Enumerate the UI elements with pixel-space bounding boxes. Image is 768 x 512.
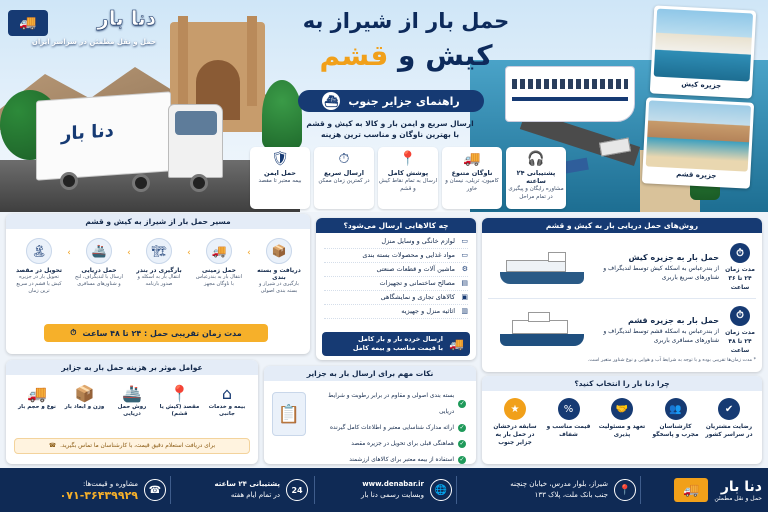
handshake-icon: 🤝 [611,398,633,420]
ferry-windows [512,79,628,89]
ferry-image [505,66,635,122]
port-icon: 🏗 [146,238,172,264]
sea-heading: روش‌های حمل دریایی بار به کیش و قشم [482,218,762,233]
minaret-left [178,16,188,106]
footer-brand-name: دنا بار [720,478,762,495]
duration-text: مدت زمان تقریبی حمل : ۲۴ تا ۴۸ ساعت [82,328,242,338]
ship-icon: 🚢 [86,238,112,264]
photo-kish [650,5,756,98]
step-desc: تحویل بار در جزیره کیش یا قشم در سریع ترین زمان [16,274,62,294]
brand-logo[interactable] [6,6,156,56]
duration-box [724,243,756,292]
hero-banner [0,0,768,212]
duration-badge [44,324,268,342]
arrow-left-icon: ‹ [187,248,191,258]
location-icon: 📍 [399,151,417,167]
note-text: برای دریافت استعلام دقیق قیمت، با کارشناسان ما تماس بگیرید. [60,443,216,449]
sea-route-list [482,233,762,365]
truck-logo-icon: 🚚 [8,10,48,36]
tip-item [316,420,466,436]
footer-brand[interactable] [648,474,762,506]
support-title: پشتیبانی ۲۴ ساعته [214,480,280,488]
truck-wheel [60,172,78,190]
hull [500,334,584,346]
cta-line1: ارسال خرده بار و بار کامل [358,335,444,343]
box-icon: 📦 [266,238,292,264]
support-text [215,479,281,501]
check-icon: ✓ [459,400,465,407]
goods-item [324,277,468,291]
truck-icon: 🚚 [449,337,464,351]
item-icon: ▣ [461,293,468,301]
item-text: کالاهای تجاری و نمایشگاهی [380,293,455,301]
why-item [704,398,754,447]
factor-item [111,384,153,418]
percent-icon: % [558,398,580,420]
shield-icon: 🛡 [271,151,289,167]
headset-icon: 🎧 [527,151,545,167]
truck-cab [168,104,223,178]
tip-text: بسته بندی اصولی و مقاوم در برابر رطوبت و شرایط دریایی [328,393,455,415]
item-text: مواد غذایی و محصولات بسته بندی [362,251,455,259]
tip-item [316,436,466,452]
clock-icon: ⏱ [730,306,750,326]
step-desc: انتقال بار به بندرعباس با ناوگان مجهز [195,274,243,287]
route-steps [14,238,304,318]
footer-tagline: حمل و نقل مطمئن [714,494,762,502]
footer-phone[interactable] [8,474,166,506]
truck-windshield [175,111,217,135]
duration-label: مدت زمان [725,328,755,336]
goods-item [324,263,468,277]
factor-item [159,384,201,418]
check-icon: ✓ [459,440,465,447]
factor-item [16,384,58,418]
factor-item [64,384,106,418]
why-item [490,398,540,447]
factor-label: نوع و حجم بار [18,404,56,410]
website-url[interactable]: www.denabar.ir [362,480,424,488]
truck-wheel [132,174,150,192]
goods-item [324,249,468,263]
duration-value: ۲۴ تا ۳۶ ساعت [728,275,752,291]
tips-card [264,366,476,464]
bridge [548,252,566,262]
step-title: بارگیری در بندر [136,267,182,274]
guide-badge [298,90,484,112]
feature-fleet [442,147,502,209]
route-card [6,214,310,354]
clock-icon: ⏱ [730,243,750,263]
photo-qeshm [642,97,754,189]
team-icon: 👥 [665,398,687,420]
tip-text: هماهنگی قبلی برای تحویل در جزیره مقصد [351,441,454,447]
factors-card [6,360,258,464]
sea-routes-card [482,218,762,372]
arrow-left-icon: ‹ [127,248,131,258]
why-list [490,398,754,447]
item-icon: ⚙ [461,265,468,273]
cta-line2: با قیمت مناسب و بیمه کامل [352,344,444,352]
truck-logo-icon: 🚚 [674,478,708,502]
pin-icon: 📍 [169,384,190,403]
goods-item [324,305,468,319]
check-icon: ✓ [459,424,465,431]
address-line2: جنب بانک ملت، پلاک ۱۳۳ [534,491,608,499]
truck-icon: 🚚 [206,238,232,264]
why-item [597,398,647,447]
truck-icon: 🚚 [463,151,481,167]
feature-desc: بیمه معتبر تا مقصد [258,178,302,184]
location-icon: 📍 [614,479,636,501]
truck-brand-text: دنا بار [61,120,114,145]
truck-icon: 🚚 [27,384,47,403]
truck-trailer [36,91,171,180]
tip-item [316,388,466,420]
step-title: حمل دریایی [81,267,117,274]
goods-cta[interactable] [322,332,470,356]
step-title: حمل زمینی [201,267,236,274]
sea-note: * مدت زمان‌ها تقریبی بوده و با توجه به شرایط آب و هوایی و نوع شناور متغیر است. [587,358,756,363]
item-text: اثاثیه منزل و جهیزیه [401,307,455,315]
medal-icon: ★ [504,398,526,420]
cta-text [353,335,443,353]
clipboard-icon: 📋 [272,392,306,436]
why-heading: چرا دنا بار را انتخاب کنید؟ [482,376,762,391]
arrow-left-icon: ‹ [247,248,251,258]
route-step [194,238,244,288]
brand-name: دنا بار [97,6,156,30]
photo-qeshm-caption: جزیره قشم [676,169,717,181]
route-step [254,238,304,295]
route-desc: از بندرعباس به اسکله قشم توسط لندیگراف و شناورهای مسافری باربری [603,327,719,344]
ship-icon: 🚢 [122,384,142,403]
feature-title: ناوگان متنوع [451,169,493,177]
bridge [528,312,550,322]
website-text [361,479,424,501]
why-label: کارشناسان مجرب و پاسخگو [652,424,699,438]
brand-tagline: حمل و نقل مطمئن در سراسر ایران [31,38,156,46]
tip-text: استفاده از بیمه معتبر برای کالاهای ارزشمند [349,457,454,463]
item-icon: ▥ [461,307,468,315]
sea-route-kish [488,237,756,299]
duration-box [724,306,756,355]
phone-text [60,479,138,501]
step-title: تحویل در مقصد [15,267,63,274]
arrow-left-icon: ‹ [67,248,71,258]
tip-item [316,452,466,464]
footer-support [176,474,308,506]
item-text: لوازم خانگی و وسایل منزل [381,237,455,245]
item-text: ماشین آلات و قطعات صنعتی [376,265,455,273]
route-text [591,253,719,282]
route-step [14,238,64,295]
check-icon: ✔ [718,398,740,420]
footer-divider [456,476,457,504]
route-text [591,316,719,345]
footer-divider [170,476,171,504]
feature-title: حمل ایمن [264,169,296,177]
factor-label: مقصد (کیش یا قشم) [159,404,200,417]
why-label: سابقه درخشان در حمل بار به جزایر جنوب [493,424,537,446]
phone-icon: ☎ [48,443,57,449]
footer-divider [640,476,641,504]
phone-icon: ☎ [144,479,166,501]
island-icon: 🏝 [26,238,52,264]
clock-icon: ⏱ [338,151,350,167]
intro-line2: با بهترین ناوگان و مناسب ترین هزینه [320,130,460,139]
goods-card [316,218,476,360]
photo-kish-caption: جزیره کیش [681,79,722,90]
step-desc: بارگیری در شیراز و بسته بندی اصولی [258,281,299,294]
footer-website[interactable] [320,474,452,506]
footer-divider [314,476,315,504]
footer [0,468,768,512]
factors-note [14,438,250,454]
goods-item [324,235,468,249]
factors-heading: عوامل موثر بر هزینه حمل بار به جزایر [6,360,258,375]
feature-fast [314,147,374,209]
route-heading: مسیر حمل بار از شیراز به کیش و قشم [6,214,310,229]
factor-item [206,384,248,418]
tips-list [308,384,474,464]
feature-desc: ارسال به تمام نقاط کیش و قشم [378,178,438,192]
duration-label: مدت زمان [725,266,755,273]
ferry-stripe [512,97,628,101]
address-line1: شیراز، بلوار مدرس، خیابان چنچنه [510,480,608,488]
truck-wheel [190,174,208,192]
guide-label: راهنمای جزایر جنوب [348,94,460,108]
check-icon: ✓ [459,456,465,463]
factor-label: وزن و ابعاد بار [64,404,105,410]
shield-home-icon: ⌂ [221,384,233,403]
route-title: حمل بار به جزیره قشم [628,315,719,325]
step-desc: ارسال با لندیگراف، لنج و شناورهای مسافری [75,274,123,287]
route-desc: از بندرعباس به اسکله کیش توسط لندیگراف و شناورهای سریع باربری [603,265,719,281]
item-text: مصالح ساختمانی و تجهیزات [379,279,455,287]
feature-safe [250,147,310,209]
goods-list [316,233,476,323]
page-title-line2 [296,38,516,74]
phone-label: مشاوره و قیمت‌ها: [83,480,138,488]
goods-heading: چه کالاهایی ارسال می‌شود؟ [316,218,476,233]
route-step [134,238,184,288]
support-sub: در تمام ایام هفته [230,491,280,499]
why-label: رضایت مشتریان در سراسر کشور [705,424,753,438]
why-label: تعهد و مسئولیت پذیری [598,424,646,438]
feature-title: پوشش کامل [387,169,429,177]
support-24-icon: 24 [286,479,308,501]
title-word-kish: کیش و [398,39,493,72]
box-icon: 📦 [74,384,95,403]
feature-title: ارسال سریع [323,169,365,177]
deck [512,320,568,334]
clock-icon: ⏱ [70,328,77,337]
title-word-qeshm: قشم [319,39,389,72]
passenger-ship-image [498,310,586,350]
factor-label: روش حمل دریایی [117,404,147,417]
footer-brand-text [714,479,762,502]
page-title-line1: حمل بار از شیراز به [302,9,510,33]
tip-text: ارائه مدارک شناسایی معتبر و اطلاعات کامل گیرنده [329,425,454,431]
ship-icon: ⛴ [322,92,340,110]
route-title: حمل بار به جزیره کیش [628,253,719,262]
step-desc: انتقال بار به اسکله و صدور بارنامه [137,274,181,287]
intro-line1: ارسال سریع و ایمن بار و کالا به کیش و قشم [306,119,474,128]
intro-text [290,118,490,140]
why-item [544,398,594,447]
why-card [482,376,762,464]
globe-icon: 🌐 [430,479,452,501]
feature-coverage [378,147,438,209]
qeshm-image [646,100,751,171]
kish-image [654,9,753,82]
tips-heading: نکات مهم برای ارسال بار به جزایر [264,366,476,381]
minaret-right [247,16,257,106]
website-label: وبسایت رسمی دنا بار [361,491,424,499]
sea-route-qeshm [488,299,756,361]
why-label: قیمت مناسب و شفاف [546,424,591,438]
item-icon: ▭ [461,237,468,245]
feature-title: پشتیبانی ۲۴ ساعته [516,169,556,185]
phone-number[interactable]: ۰۷۱-۳۶۴۳۹۹۲۹ [59,489,138,502]
footer-address[interactable] [462,474,636,506]
feature-desc: مشاوره رایگان و پیگیری در تمام مراحل [508,186,564,200]
feature-desc: کامیون، تریلی، نیسان و خاور [445,178,499,192]
factor-label: بیمه و خدمات جانبی [208,404,246,417]
hull [500,272,584,284]
address-text [510,479,608,501]
why-item [651,398,701,447]
feature-desc: در کمترین زمان ممکن [318,178,370,184]
duration-value: ۲۴ تا ۴۸ ساعت [728,337,752,354]
item-icon: ▭ [461,251,468,259]
feature-support [506,147,566,209]
goods-item [324,291,468,305]
item-icon: ▤ [461,279,468,287]
step-title: دریافت و بسته بندی [257,267,301,281]
factors-list [16,384,248,418]
landing-craft-image [498,248,586,288]
route-step [74,238,124,288]
